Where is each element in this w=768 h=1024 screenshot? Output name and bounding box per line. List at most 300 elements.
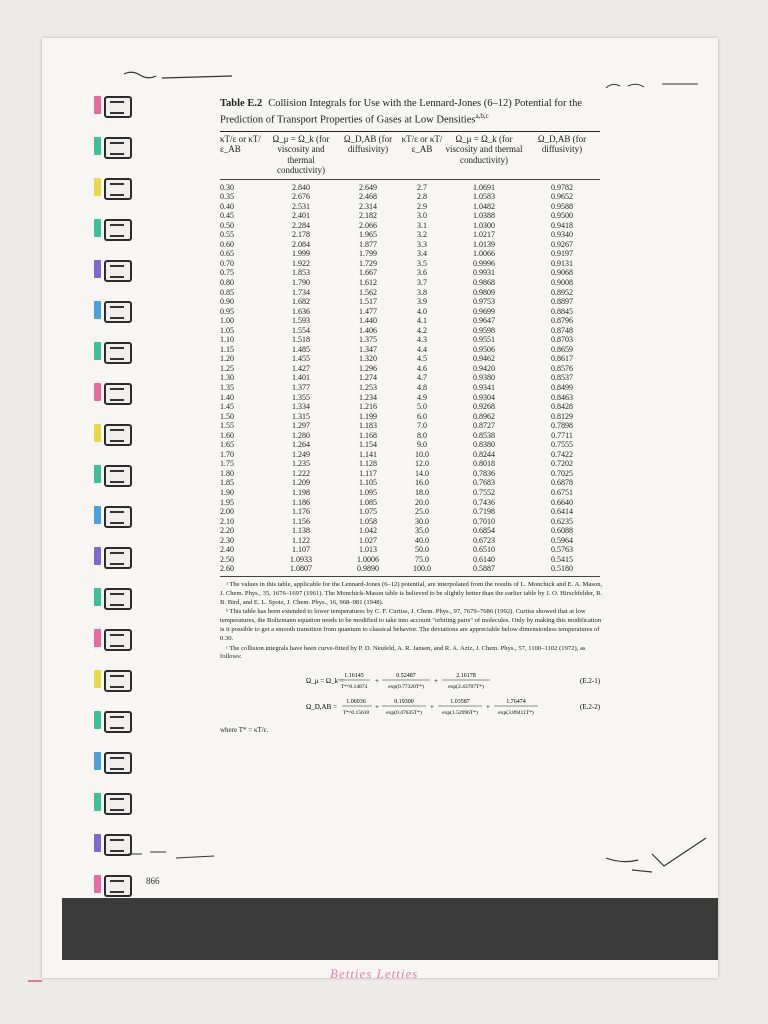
binder-ring: [104, 875, 132, 897]
header-diff-left: Ω_D,AB (for diffusivity): [343, 133, 393, 154]
table-cell: 100.0: [413, 564, 431, 574]
table-cell: 0.75: [220, 268, 234, 278]
eq2-t1-num: 1.06036: [346, 699, 366, 706]
table-cell: 0.50: [220, 220, 234, 230]
table-cell: 2.40: [220, 545, 234, 555]
table-cell: 0.9890: [357, 564, 379, 574]
table-cell: 2.840: [292, 182, 310, 192]
binder-ring: [104, 629, 132, 651]
table-cell: 4.1: [417, 316, 427, 326]
table-cell: 0.8617: [551, 354, 573, 364]
binder-ring: [104, 506, 132, 528]
table-cell: 1.058: [359, 516, 377, 526]
table-cell: 0.8380: [473, 440, 495, 450]
table-cell: 2.084: [292, 239, 310, 249]
table-cell: 1.518: [292, 335, 310, 345]
table-cell: 0.95: [220, 306, 234, 316]
table-cell: 1.25: [220, 363, 234, 373]
equations: [220, 666, 600, 722]
table-cell: 1.477: [359, 306, 377, 316]
table-cell: 0.8727: [473, 421, 495, 431]
top-right-scribble: [602, 78, 702, 96]
table-cell: 1.0139: [473, 239, 495, 249]
table-cell: 0.9782: [551, 182, 573, 192]
binder-ring: [104, 670, 132, 692]
table-cell: 0.9008: [551, 277, 573, 287]
table-cell: 1.0691: [473, 182, 495, 192]
color-tab: [94, 506, 101, 524]
col-visc-left: [266, 183, 336, 574]
table-cell: 1.107: [292, 545, 310, 555]
table-cell: 0.9197: [551, 249, 573, 259]
table-cell: 0.5415: [551, 554, 573, 564]
table-cell: 0.9588: [551, 201, 573, 211]
binder-ring: [104, 465, 132, 487]
table-cell: 1.176: [292, 507, 310, 517]
table-cell: 1.105: [359, 478, 377, 488]
table-cell: 1.347: [359, 344, 377, 354]
table-cell: 3.5: [417, 258, 427, 268]
table-cell: 1.095: [359, 488, 377, 497]
table-cell: 0.70: [220, 258, 234, 268]
table-cell: 0.40: [220, 201, 234, 211]
table-cell: 12.0: [415, 459, 429, 469]
col-diff-right: [524, 183, 600, 574]
table-cell: 0.5763: [551, 545, 573, 555]
table-cell: 0.60: [220, 239, 234, 249]
table-cell: 2.60: [220, 564, 234, 574]
table-cell: 0.80: [220, 277, 234, 287]
table-cell: 1.406: [359, 325, 377, 335]
table-cell: 0.9068: [551, 268, 573, 278]
table-cell: 9.0: [417, 440, 427, 450]
eq2-t1-den: T*^0.15610: [342, 710, 370, 717]
table-cell: 1.117: [359, 468, 377, 478]
table-cell: 2.676: [292, 192, 310, 202]
svg-text:+: +: [486, 703, 490, 712]
table-cell: 14.0: [415, 468, 429, 478]
top-pen-scribble: [122, 66, 242, 84]
eq2-t2-den: exp(0.47635T*): [386, 710, 422, 717]
table-cell: 2.30: [220, 535, 234, 545]
eq1-t3-den: exp(2.43787T*): [448, 684, 484, 691]
table-cell: 0.8659: [551, 344, 573, 354]
table-cell: 0.9462: [473, 354, 495, 364]
table-cell: 0.7552: [473, 488, 495, 497]
table-cell: 1.0066: [473, 249, 495, 259]
table-cell: 1.013: [359, 545, 377, 555]
bottom-left-scribble: [126, 846, 216, 862]
table-cell: 35.0: [415, 526, 429, 536]
table-cell: 1.297: [292, 421, 310, 431]
table-cell: 1.0006: [357, 554, 379, 564]
table-cell: 1.377: [292, 382, 310, 392]
table-cell: 7.0: [417, 421, 427, 431]
binder-ring: [104, 424, 132, 446]
table-cell: 1.128: [359, 459, 377, 469]
table-cell: 1.95: [220, 497, 234, 507]
table-cell: 1.186: [292, 497, 310, 507]
table-cell: 1.168: [359, 430, 377, 440]
table-cell: 3.3: [417, 239, 427, 249]
table-cell: 0.6414: [551, 507, 573, 517]
binder-ring: [104, 219, 132, 241]
table-cell: 0.8018: [473, 459, 495, 469]
table-cell: 1.216: [359, 402, 377, 412]
table-cell: 2.649: [359, 182, 377, 192]
pink-corner-mark: [28, 980, 42, 982]
color-tab: [94, 96, 101, 114]
table-cell: 1.0388: [473, 211, 495, 221]
table-cell: 1.156: [292, 516, 310, 526]
table-cell: 1.042: [359, 526, 377, 536]
table-cell: 2.468: [359, 192, 377, 202]
table-cell: 1.401: [292, 373, 310, 383]
table-cell: 8.0: [417, 430, 427, 440]
table-cell: 4.3: [417, 335, 427, 345]
table-cell: 0.6088: [551, 526, 573, 536]
table-cell: 1.65: [220, 440, 234, 450]
table-cell: 0.55: [220, 230, 234, 240]
eq2-number: (E.2-2): [580, 703, 601, 712]
table-cell: 1.0482: [473, 201, 495, 211]
table-cell: 4.2: [417, 325, 427, 335]
table-headers: [220, 132, 600, 179]
color-tab: [94, 424, 101, 442]
eq1-t3-num: 2.16178: [456, 673, 476, 680]
svg-text:+: +: [430, 703, 434, 712]
table-cell: 1.0583: [473, 192, 495, 202]
table-cell: 0.8428: [551, 402, 573, 412]
table-cell: 1.249: [292, 449, 310, 459]
table-cell: 0.45: [220, 211, 234, 221]
color-tab: [94, 383, 101, 401]
table-cell: 50.0: [415, 545, 429, 555]
table-cell: 0.7010: [473, 516, 495, 526]
eq1-t1-den: T*^0.14874: [340, 684, 368, 691]
table-cell: 1.00: [220, 316, 234, 326]
eq2-t2-num: 0.19300: [394, 699, 414, 706]
table-cell: 1.45: [220, 402, 234, 412]
table-cell: 1.30: [220, 373, 234, 383]
color-tab: [94, 711, 101, 729]
svg-text:+: +: [375, 677, 379, 686]
table-cell: 0.9418: [551, 220, 573, 230]
bottom-rule: [220, 576, 600, 577]
table-cell: 2.314: [359, 201, 377, 211]
table-cell: 1.027: [359, 535, 377, 545]
table-cell: 1.922: [292, 258, 310, 268]
table-cell: 1.455: [292, 354, 310, 364]
color-tab: [94, 875, 101, 893]
table-cell: 1.375: [359, 335, 377, 345]
table-cell: 1.440: [359, 316, 377, 326]
table-cell: 4.6: [417, 363, 427, 373]
footnote-b: ᵇ This table has been extended to lower temperatures by C. F. Curtiss, J. Chem. Phys., 97, 7679–7686 (1992). Curtiss showed that at low temperatures, the Boltzmann equation needs to be modified to take into account "orbiting pairs" of molecules. Only by making this modification is it possible to get a smooth transition from quantum to classical behavior. The deviations are appreciable below dimensionless temperatures of 0.30.: [220, 608, 602, 642]
table-cell: 3.8: [417, 287, 427, 297]
table-cell: 0.8499: [551, 382, 573, 392]
footnote-a: ᵃ The values in this table, applicable for the Lennard-Jones (6–12) potential, are interpolated from the results of L. Monchick and E. A. Mason, J. Chem. Phys., 35, 1676–1697 (1961). The Monchick-Mason table is believed to be slightly better than the earlier table by J. O. Hirschfelder, R. B. Bird, and E. L. Spotz, J. Chem. Phys., 16, 968–981 (1948).: [220, 580, 603, 606]
color-tab: [94, 342, 101, 360]
header-visc-left: Ω_μ = Ω_k (for viscosity and thermal conductivity): [272, 133, 330, 175]
table-cell: 2.284: [292, 220, 310, 230]
table-cell: 1.427: [292, 363, 310, 373]
table-cell: 1.075: [359, 507, 377, 517]
page-number: 866: [146, 876, 160, 886]
table-cell: 0.7683: [473, 478, 495, 488]
table-cell: 0.9931: [473, 268, 495, 278]
table-cell: 1.0933: [290, 554, 312, 564]
table-cell: 4.5: [417, 354, 427, 364]
table-cell: 0.9380: [473, 373, 495, 383]
color-tab: [94, 178, 101, 196]
eq2-t3-num: 1.03587: [450, 699, 470, 706]
color-tab: [94, 219, 101, 237]
color-tab: [94, 752, 101, 770]
table-cell: 0.9868: [473, 277, 495, 287]
eq1-t2-den: exp(0.77320T*): [388, 684, 424, 691]
table-cell: 2.182: [359, 211, 377, 221]
color-tab: [94, 588, 101, 606]
table-cell: 1.274: [359, 373, 377, 383]
table-cell: 2.8: [417, 192, 427, 202]
table-cell: 75.0: [415, 554, 429, 564]
table-title: Collision Integrals for Use with the Lennard-Jones (6–12) Potential for the Prediction of Transport Properties of Gases at Low Densities: [220, 98, 582, 126]
color-tab: [94, 629, 101, 647]
table-cell: 2.7: [417, 182, 427, 192]
table-cell: 0.8897: [551, 297, 573, 307]
table-cell: 0.9420: [473, 363, 495, 373]
table-cell: 0.5180: [551, 564, 573, 574]
where-clause: where T* = κT/ε.: [220, 726, 269, 735]
table-cell: 1.50: [220, 411, 234, 421]
color-tab: [94, 301, 101, 319]
table-cell: 1.198: [292, 488, 310, 497]
table-cell: 1.85: [220, 478, 234, 488]
table-cell: 0.8703: [551, 335, 573, 345]
table-cell: 0.9809: [473, 287, 495, 297]
table-cell: 2.20: [220, 526, 234, 536]
table-cell: 1.877: [359, 239, 377, 249]
col-diff-left: [336, 183, 400, 574]
table-cell: 1.235: [292, 459, 310, 469]
table-cell: 1.20: [220, 354, 234, 364]
table-cell: 0.8796: [551, 316, 573, 326]
table-cell: 3.9: [417, 297, 427, 307]
table-body: [220, 180, 600, 574]
table-cell: 0.6854: [473, 526, 495, 536]
table-cell: 2.531: [292, 201, 310, 211]
table-cell: 0.7422: [551, 449, 573, 459]
table-cell: 1.141: [359, 449, 377, 459]
ring-binder: [94, 96, 136, 936]
table-cell: 1.0807: [290, 564, 312, 574]
table-cell: 0.6640: [551, 497, 573, 507]
table-cell: 1.636: [292, 306, 310, 316]
binder-ring: [104, 301, 132, 323]
table-cell: 2.10: [220, 516, 234, 526]
eq2-t3-den: exp(1.52996T*): [442, 710, 478, 717]
col-visc-right: [444, 183, 524, 574]
table-cell: 0.9652: [551, 192, 573, 202]
table-cell: 0.8538: [473, 430, 495, 440]
table-cell: 0.35: [220, 192, 234, 202]
color-tab: [94, 137, 101, 155]
table-cell: 0.8576: [551, 363, 573, 373]
table-cell: 0.9753: [473, 297, 495, 307]
table-cell: 10.0: [415, 449, 429, 459]
table-cell: 1.280: [292, 430, 310, 440]
table-cell: 1.355: [292, 392, 310, 402]
table-cell: 0.85: [220, 287, 234, 297]
table-cell: 0.5964: [551, 535, 573, 545]
color-tab: [94, 260, 101, 278]
eq1-t2-num: 0.52487: [396, 673, 416, 680]
table-cell: 1.554: [292, 325, 310, 335]
table-cell: 1.965: [359, 230, 377, 240]
table-cell: 1.667: [359, 268, 377, 278]
table-cell: 3.2: [417, 230, 427, 240]
table-cell: 1.154: [359, 440, 377, 450]
table-cell: 1.612: [359, 277, 377, 287]
table-cell: 1.75: [220, 459, 234, 469]
binder-ring: [104, 793, 132, 815]
check-mark-scribble: [602, 818, 712, 878]
table-cell: 0.8463: [551, 392, 573, 402]
table-cell: 0.8129: [551, 411, 573, 421]
svg-text:+: +: [375, 703, 379, 712]
table-cell: 1.320: [359, 354, 377, 364]
table-cell: 0.65: [220, 249, 234, 259]
table-cell: 1.296: [359, 363, 377, 373]
table-cell: 3.4: [417, 249, 427, 259]
table-cell: 1.334: [292, 402, 310, 412]
eq2-lhs: Ω_D,AB =: [306, 703, 337, 712]
table-cell: 0.5887: [473, 564, 495, 574]
table-cell: 1.485: [292, 344, 310, 354]
table-title-superscript: a,b,c: [475, 112, 489, 120]
table-cell: 1.315: [292, 411, 310, 421]
eq1-lhs: Ω_μ = Ω_k =: [306, 677, 344, 686]
table-cell: 1.085: [359, 497, 377, 507]
table-region: [220, 98, 603, 735]
table-cell: 1.790: [292, 277, 310, 287]
table-cell: 1.122: [292, 535, 310, 545]
header-visc-right: Ω_μ = Ω_k (for viscosity and thermal conductivity): [445, 133, 523, 165]
table-cell: 2.00: [220, 507, 234, 517]
color-tab: [94, 670, 101, 688]
table-cell: 0.6723: [473, 535, 495, 545]
color-tab: [94, 465, 101, 483]
table-cell: 0.7436: [473, 497, 495, 507]
table-cell: 1.264: [292, 440, 310, 450]
table-cell: 1.209: [292, 478, 310, 488]
table-cell: 0.7836: [473, 468, 495, 478]
col-kt-right: [400, 183, 444, 574]
table-cell: 1.10: [220, 335, 234, 345]
table-cell: 0.9500: [551, 211, 573, 221]
table-cell: 20.0: [415, 497, 429, 507]
table-cell: 0.6140: [473, 554, 495, 564]
table-cell: 1.799: [359, 249, 377, 259]
table-cell: 1.999: [292, 249, 310, 259]
table-cell: 0.7555: [551, 440, 573, 450]
table-cell: 1.138: [292, 526, 310, 536]
table-cell: 0.7025: [551, 468, 573, 478]
eq1-number: (E.2-1): [580, 677, 601, 686]
table-cell: 1.734: [292, 287, 310, 297]
table-cell: 30.0: [415, 516, 429, 526]
table-cell: 0.6878: [551, 478, 573, 488]
eq2-t4-den: exp(3.89411T*): [498, 710, 534, 717]
table-cell: 0.9268: [473, 402, 495, 412]
table-cell: 16.0: [415, 478, 429, 488]
table-cell: 0.7711: [551, 430, 573, 440]
binder-ring: [104, 547, 132, 569]
eq2-t4-num: 1.76474: [506, 699, 526, 706]
table-cell: 0.9267: [551, 239, 573, 249]
table-cell: 0.8748: [551, 325, 573, 335]
table-cell: 2.401: [292, 211, 310, 221]
table-number: Table E.2: [220, 98, 263, 109]
table-cell: 0.90: [220, 297, 234, 307]
table-cell: 0.8845: [551, 306, 573, 316]
footnote-c: ᶜ The collision integrals have been curve-fitted by P. D. Neufeld, A. R. Jansen, and R. A. Aziz, J. Chem. Phys., 57, 1100–1102 (1972), as follows:: [220, 644, 586, 661]
table-cell: 1.222: [292, 468, 310, 478]
table-cell: 18.0: [415, 488, 429, 497]
table-cell: 1.40: [220, 392, 234, 402]
table-cell: 0.8244: [473, 449, 495, 459]
table-cell: 0.8952: [551, 287, 573, 297]
color-tab: [94, 834, 101, 852]
table-cell: 4.8: [417, 382, 427, 392]
table-cell: 1.05: [220, 325, 234, 335]
table-cell: 1.729: [359, 258, 377, 268]
table-cell: 1.15: [220, 344, 234, 354]
table-cell: 1.253: [359, 382, 377, 392]
table-cell: 1.234: [359, 392, 377, 402]
table-cell: 0.30: [220, 182, 234, 192]
table-cell: 0.9131: [551, 258, 573, 268]
binder-ring: [104, 96, 132, 118]
svg-text:+: +: [434, 677, 438, 686]
table-cell: 0.9598: [473, 325, 495, 335]
table-cell: 1.70: [220, 449, 234, 459]
table-cell: 4.4: [417, 344, 427, 354]
table-cell: 5.0: [417, 402, 427, 412]
col-kt-left: [220, 183, 266, 574]
binder-ring: [104, 137, 132, 159]
table-cell: 0.9340: [551, 230, 573, 240]
header-kt-left: κT/ε or κT/ε_AB: [220, 133, 261, 154]
binder-ring: [104, 752, 132, 774]
binder-ring: [104, 178, 132, 200]
table-cell: 0.9996: [473, 258, 495, 268]
color-tab: [94, 793, 101, 811]
table-cell: 1.55: [220, 421, 234, 431]
table-cell: 0.8537: [551, 373, 573, 383]
table-cell: 2.178: [292, 230, 310, 240]
dark-scan-band: [62, 898, 718, 960]
table-cell: 1.0300: [473, 220, 495, 230]
color-tab: [94, 547, 101, 565]
binder-ring: [104, 711, 132, 733]
table-cell: 1.517: [359, 297, 377, 307]
binder-ring: [104, 260, 132, 282]
table-cell: 40.0: [415, 535, 429, 545]
watermark-signature: Betties Letties: [330, 966, 419, 981]
table-cell: 3.6: [417, 268, 427, 278]
